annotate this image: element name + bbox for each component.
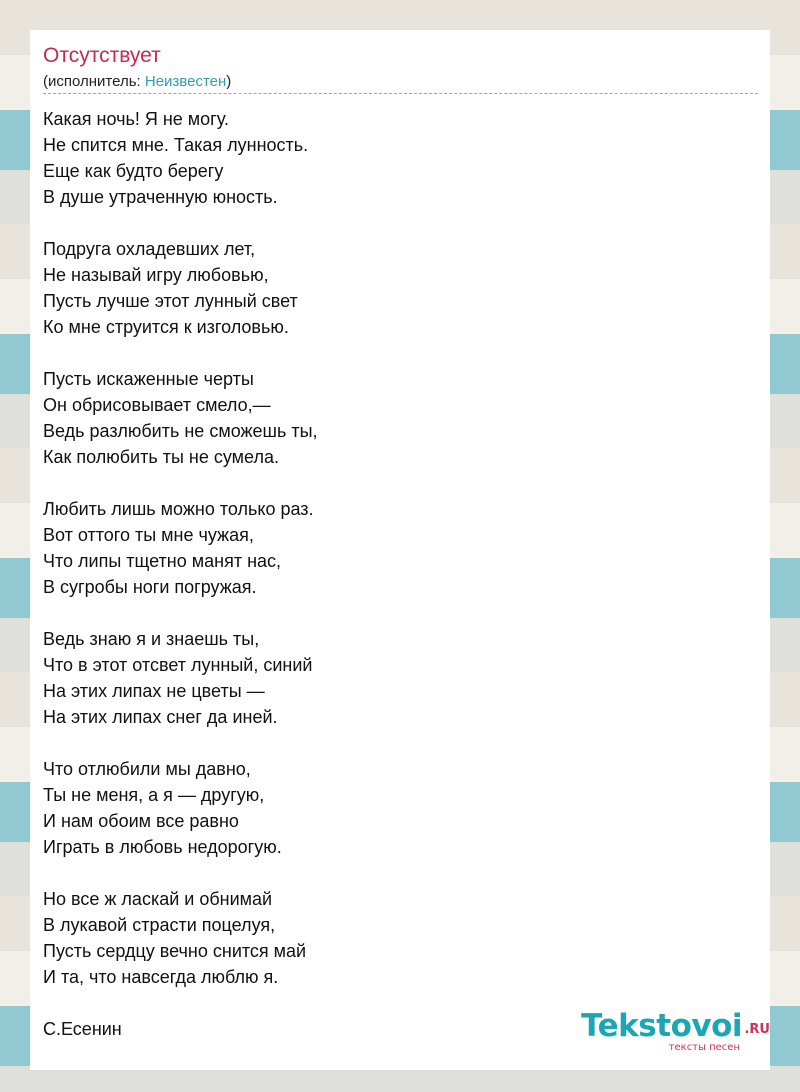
lyric-line: Вот оттого ты мне чужая, bbox=[43, 525, 254, 545]
artist-prefix: (исполнитель: bbox=[43, 73, 145, 90]
lyric-line: Пусть лучше этот лунный свет bbox=[43, 291, 298, 311]
lyric-line: Еще как будто берегу bbox=[43, 161, 224, 181]
stanza bbox=[43, 496, 743, 600]
lyric-line: Что отлюбили мы давно, bbox=[43, 759, 251, 779]
logo-tagline: тексты песен bbox=[668, 1042, 740, 1053]
lyric-line: Какая ночь! Я не могу. bbox=[43, 109, 229, 129]
lyric-line: Подруга охладевших лет, bbox=[43, 239, 256, 259]
stanza bbox=[43, 626, 743, 730]
artist-suffix: ) bbox=[226, 73, 232, 90]
lyric-line: И та, что навсегда люблю я. bbox=[43, 967, 279, 987]
lyric-line: На этих липах не цветы — bbox=[43, 681, 265, 701]
artist-link[interactable]: Неизвестен bbox=[144, 73, 227, 90]
lyric-line: Но все ж ласкай и обнимай bbox=[43, 889, 273, 909]
dashed-divider bbox=[43, 93, 758, 94]
lyric-line: Он обрисовывает смело,— bbox=[43, 395, 271, 415]
artist-line bbox=[43, 73, 231, 90]
lyric-line: В душе утраченную юность. bbox=[43, 187, 278, 207]
lyric-line: Ко мне струится к изголовью. bbox=[43, 317, 289, 337]
lyric-line: Ты не меня, а я — другую, bbox=[43, 785, 265, 805]
lyric-line: Ведь знаю я и знаешь ты, bbox=[43, 629, 260, 649]
author-signature: С.Есенин bbox=[43, 1019, 122, 1039]
site-logo[interactable] bbox=[565, 1008, 770, 1060]
stanza bbox=[43, 366, 743, 470]
lyric-line: Что в этот отсвет лунный, синий bbox=[43, 655, 313, 675]
lyric-line: Что липы тщетно манят нас, bbox=[43, 551, 282, 571]
song-title: Отсутствует bbox=[43, 44, 161, 67]
lyric-line: В лукавой страсти поцелуя, bbox=[43, 915, 276, 935]
lyric-line: Играть в любовь недорогую. bbox=[43, 837, 282, 857]
logo-name: Tekstovoi bbox=[581, 1008, 742, 1044]
lyric-line: Не называй игру любовью, bbox=[43, 265, 269, 285]
lyric-line: Пусть искаженные черты bbox=[43, 369, 254, 389]
lyric-line: Пусть сердцу вечно снится май bbox=[43, 941, 307, 961]
lyrics-card bbox=[30, 30, 770, 1070]
logo-domain: .RU bbox=[744, 1022, 770, 1037]
lyric-line: Как полюбить ты не сумела. bbox=[43, 447, 279, 467]
stanza bbox=[43, 886, 743, 990]
lyric-line: И нам обоим все равно bbox=[43, 811, 239, 831]
lyric-line: В сугробы ноги погружая. bbox=[43, 577, 257, 597]
lyric-line: Ведь разлюбить не сможешь ты, bbox=[43, 421, 318, 441]
stanza bbox=[43, 106, 743, 210]
lyric-line: Не спится мне. Такая лунность. bbox=[43, 135, 309, 155]
lyric-line: На этих липах снег да иней. bbox=[43, 707, 278, 727]
stanza bbox=[43, 236, 743, 340]
lyrics-text bbox=[43, 106, 743, 1042]
lyric-line: Любить лишь можно только раз. bbox=[43, 499, 314, 519]
stanza bbox=[43, 756, 743, 860]
